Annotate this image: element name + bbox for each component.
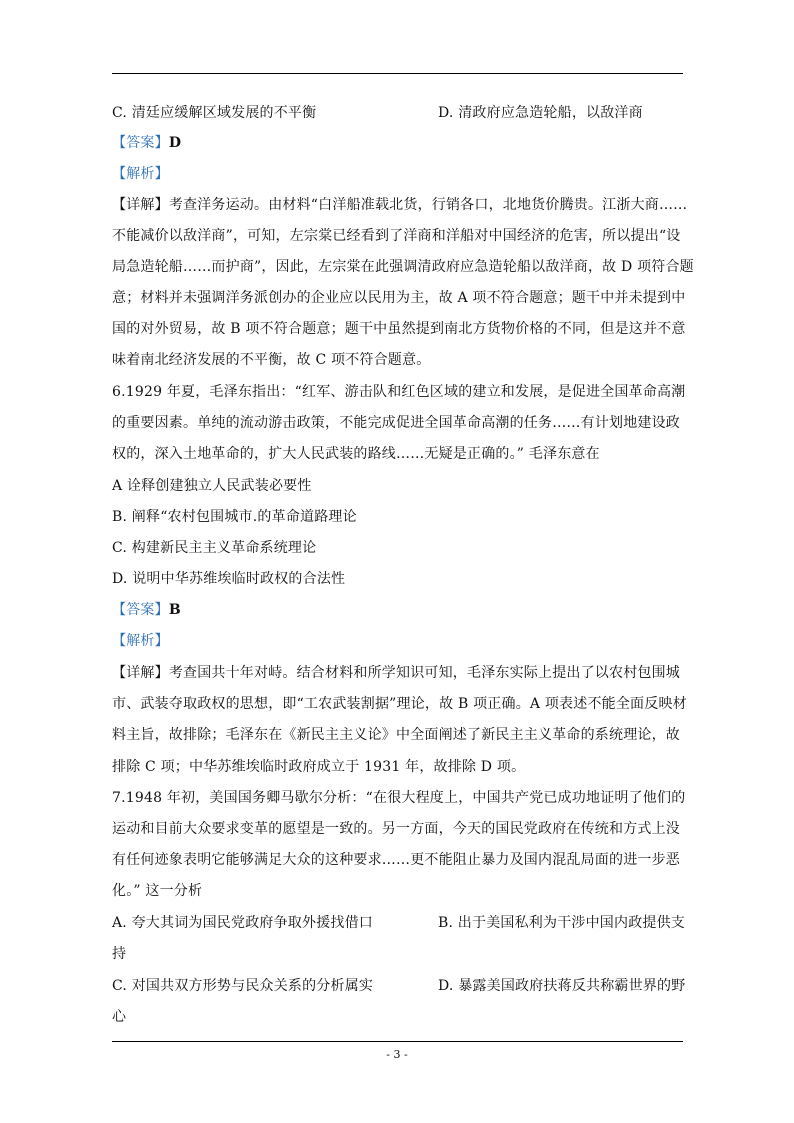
q6-detail-line-2: 市、武装夺取政权的思想，即“工农武装割据”理论，故 B 项正确。A 项表述不能全面反映材 <box>112 696 687 712</box>
analysis-tag: 【解析】 <box>112 633 169 649</box>
q7-options-row-cd <box>112 977 686 995</box>
q5-detail-line-4: 意；材料并未强调洋务派创办的企业应以民用为主，故 A 项不符合题意；题干中并未提到中 <box>112 290 686 306</box>
detail-text: 考查国共十年对峙。结合材料和所学知识可知，毛泽东实际上提出了以农村包围城 <box>168 665 681 681</box>
q7-option-c: C. 对国共双方形势与民众关系的分析属实 <box>112 978 374 994</box>
q7-option-d-wrap: 心 <box>112 1009 127 1025</box>
q6-option-c: C. 构建新民主主义革命系统理论 <box>112 540 317 556</box>
q6-option-a: A 诠释创建独立人民武装必要性 <box>112 478 312 494</box>
q6-detail-line-3: 料主旨，故排除；毛泽东在《新民主主义论》中全面阐述了新民主主义革命的系统理论，故 <box>112 727 680 743</box>
answer-tag: 【答案】 <box>112 135 169 151</box>
q5-answer-line <box>112 134 686 152</box>
header-rule <box>112 73 683 74</box>
q7-options-row-ab <box>112 914 686 932</box>
q6-stem-line-3: 权的，深入土地革命的，扩大人民武装的路线……无疑是正确的。” 毛泽东意在 <box>112 446 600 462</box>
q7-option-b-wrap: 持 <box>112 946 127 962</box>
q7-option-d: D. 暴露美国政府扶蒋反共称霸世界的野 <box>438 978 686 994</box>
q6-option-d: D. 说明中华苏维埃临时政权的合法性 <box>112 571 346 587</box>
q7-option-a: A. 夸大其词为国民党政府争取外援找借口 <box>112 915 374 931</box>
detail-text: 考查洋务运动。由材料“白洋船准载北货，行销各口，北地货价腾贵。江浙大商…… <box>168 197 688 213</box>
q5-detail-line-5: 国的对外贸易，故 B 项不符合题意；题干中虽然提到南北方货物价格的不同，但是这并不意 <box>112 321 686 337</box>
q5-detail-line-6: 味着南北经济发展的不平衡，故 C 项不符合题意。 <box>112 352 431 368</box>
q6-stem-line-2: 的重要因素。单纯的流动游击政策，不能完成促进全国革命高潮的任务……有计划地建设政 <box>112 415 680 431</box>
q5-option-d: D. 清政府应急造轮船，以敌洋商 <box>438 105 643 121</box>
q6-detail-line-4: 排除 C 项；中华苏维埃临时政府成立于 1931 年，故排除 D 项。 <box>112 759 526 775</box>
q6-option-b: B. 阐释“农村包围城市.的革命道路理论 <box>112 509 357 525</box>
answer-value: D <box>168 135 182 151</box>
answer-tag: 【答案】 <box>112 602 169 618</box>
q6-stem-line-1: 6.1929 年夏，毛泽东指出：“红军、游击队和红色区域的建立和发展，是促进全国革命高潮 <box>112 384 686 400</box>
q7-stem-line-4: 化。” 这一分析 <box>112 883 203 899</box>
footer-rule <box>112 1041 683 1042</box>
q5-detail-line-2: 不能减价以敌洋商”，可知，左宗棠已经看到了洋商和洋船对中国经济的危害，所以提出“设 <box>112 228 681 244</box>
detail-tag: 【详解】 <box>112 197 169 213</box>
q7-stem-line-3: 有任何迹象表明它能够满足大众的这种要求……更不能阻止暴力及国内混乱局面的进一步恶 <box>112 852 680 868</box>
q5-detail-line-1 <box>112 196 686 214</box>
q6-analysis-heading <box>112 632 686 650</box>
q6-answer-line <box>112 601 686 619</box>
detail-tag: 【详解】 <box>112 665 169 681</box>
q7-option-b: B. 出于美国私利为干涉中国内政提供支 <box>438 915 685 931</box>
q5-option-c: C. 清廷应缓解区域发展的不平衡 <box>112 105 317 121</box>
answer-value: B <box>168 602 181 618</box>
q6-detail-line-1 <box>112 664 686 682</box>
q5-options-row-cd <box>112 104 686 122</box>
q7-stem-line-1: 7.1948 年初，美国国务卿马歇尔分析：“在很大程度上，中国共产党已成功地证明了他们的 <box>112 790 686 806</box>
q5-analysis-heading <box>112 165 686 183</box>
page-number: - 3 - <box>386 1048 408 1061</box>
analysis-tag: 【解析】 <box>112 166 169 182</box>
q5-detail-line-3: 局急造轮船……而护商”，因此，左宗棠在此强调清政府应急造轮船以敌洋商，故 D 项符合题 <box>112 259 694 275</box>
q7-stem-line-2: 运动和目前大众要求变革的愿望是一致的。另一方面，今天的国民党政府在传统和方式上没 <box>112 821 680 837</box>
